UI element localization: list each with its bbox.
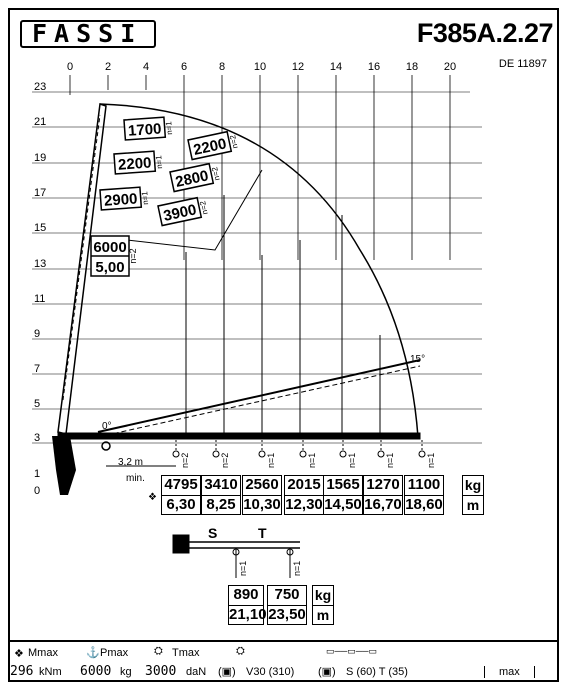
jib-load-1 <box>228 585 267 625</box>
boom-load-labels <box>100 117 240 226</box>
specs-footer <box>8 640 559 684</box>
hook-icon <box>259 451 265 457</box>
model-title: F385A.2.27 <box>416 18 553 48</box>
main-load-kg: 3410 <box>204 476 238 493</box>
jib-load-1-m: 21,10 <box>229 605 267 623</box>
jib-units <box>312 585 334 625</box>
y-tick-label: 1 <box>34 468 41 480</box>
near-load-m: 5,00 <box>95 259 125 276</box>
y-tick-label: 7 <box>34 363 41 375</box>
boom-load-value: 2900 <box>103 190 138 210</box>
hook-n-label: n=1 <box>307 452 317 468</box>
jib-load-2-kg: 750 <box>274 586 300 603</box>
x-tick-label: 8 <box>218 61 226 73</box>
y-tick-label: 13 <box>34 258 47 270</box>
x-tick-label: 18 <box>405 61 419 73</box>
angle-label-15: 15° <box>410 354 426 365</box>
near-load-box <box>91 236 138 276</box>
y-tick-label: 23 <box>34 81 47 93</box>
hook-icon <box>300 451 306 457</box>
x-tick-label: 6 <box>180 61 188 73</box>
winch-icon: ⛭ <box>236 645 245 657</box>
hook-n-label: n=1 <box>385 452 395 468</box>
jib-load-2-m: 23,50 <box>268 605 306 623</box>
hook-markers <box>173 440 436 468</box>
st-rating: S (60) T (35) <box>346 666 408 678</box>
main-load-m: 8,25 <box>202 495 240 515</box>
kg-weight-icon: (▣) <box>218 666 236 678</box>
hook-n-label: n=1 <box>347 452 357 468</box>
x-tick-label: 12 <box>291 61 305 73</box>
y-tick-label: 15 <box>34 222 47 234</box>
boom-load-4 <box>170 162 222 192</box>
main-load-cell <box>404 475 444 515</box>
main-load-kg: 4795 <box>164 476 198 493</box>
jib-n-1: n=1 <box>238 560 248 576</box>
y-tick-label: 21 <box>34 116 47 128</box>
x-axis-ticks <box>67 61 456 73</box>
boom-load-6 <box>158 196 210 226</box>
mmax-value: 296 <box>10 664 34 679</box>
jib-diagram <box>173 535 300 578</box>
x-tick-label: 14 <box>329 61 343 73</box>
tmax-label: Tmax <box>172 647 200 659</box>
jib-load-2 <box>267 585 307 625</box>
main-load-cell <box>161 475 201 515</box>
boom-load-1 <box>124 117 174 140</box>
pmax-value: 6000 <box>80 664 112 679</box>
y-tick-label: 0 <box>34 485 41 497</box>
mmax-unit: kNm <box>39 666 62 678</box>
hook-icon <box>378 451 384 457</box>
jib-s-label: S <box>208 525 218 541</box>
main-load-kg: 2015 <box>287 476 321 493</box>
hook-icon <box>213 451 219 457</box>
boom-load-n: n=1 <box>154 154 165 170</box>
pmax-unit: kg <box>120 666 132 678</box>
mmax-label: Mmax <box>28 647 58 659</box>
reach-min: min. <box>126 473 145 484</box>
v30-rating: V30 (310) <box>246 666 295 678</box>
max-outreach-label: max <box>484 666 535 678</box>
tmax-unit: daN <box>186 666 207 678</box>
x-tick-label: 20 <box>443 61 457 73</box>
boom-load-n: n=2 <box>198 200 210 216</box>
y-tick-label: 11 <box>34 293 46 305</box>
x-tick-label: 16 <box>367 61 381 73</box>
y-tick-label: 19 <box>34 152 47 164</box>
x-tick-label: 4 <box>142 61 150 73</box>
hook-icon <box>340 451 346 457</box>
main-load-cell <box>323 475 363 515</box>
main-load-cell <box>363 475 403 515</box>
x-tick-label: 10 <box>253 61 267 73</box>
boom-load-value: 3900 <box>161 201 199 225</box>
extension-icon: ▭──▭──▭ <box>326 646 378 656</box>
main-load-kg: 1100 <box>407 476 441 493</box>
reach-distance: 3,2 m <box>118 457 144 468</box>
main-load-m: 6,30 <box>162 495 200 515</box>
near-load-n: n=2 <box>128 248 138 264</box>
hook-n-label: n=2 <box>220 452 230 468</box>
pmax-icon: ⚓ <box>86 647 100 659</box>
main-load-m: 18,60 <box>405 495 443 513</box>
hook-n-label: n=1 <box>266 452 276 468</box>
main-load-cell <box>242 475 282 515</box>
tmax-icon: ⛭ <box>154 645 163 657</box>
boom-load-n: n=2 <box>228 134 240 150</box>
x-tick-label: 2 <box>104 61 112 73</box>
main-load-m: 16,70 <box>364 495 402 513</box>
y-tick-label: 3 <box>34 432 41 444</box>
hook-n-label: n=2 <box>180 452 190 468</box>
boom-load-n: n=1 <box>164 120 175 136</box>
boom-load-value: 2800 <box>173 167 211 191</box>
main-load-kg: 2560 <box>245 476 279 493</box>
unit-kg: kg <box>464 477 482 493</box>
boom-load-2 <box>188 130 240 160</box>
angle-label-0: 0° <box>102 421 112 432</box>
x-tick-label: 0 <box>66 61 74 73</box>
boom-load-value: 1700 <box>127 120 162 140</box>
hook-n-label: n=1 <box>426 452 436 468</box>
main-units <box>462 475 484 515</box>
hook-icon <box>173 451 179 457</box>
document-code: DE 11897 <box>498 58 547 70</box>
boom-load-n: n=1 <box>140 190 151 206</box>
boom-load-3 <box>114 151 164 174</box>
hook-icon <box>419 451 425 457</box>
y-tick-label: 17 <box>34 187 47 199</box>
main-load-kg: 1270 <box>366 476 400 493</box>
kg-weight-icon-2: (▣) <box>318 666 336 678</box>
main-load-m: 14,50 <box>324 495 362 513</box>
crane-base <box>52 436 110 495</box>
hook-drop-lines <box>186 195 380 437</box>
jib-unit-kg: kg <box>314 587 332 603</box>
main-load-kg: 1565 <box>326 476 360 493</box>
y-tick-label: 5 <box>34 398 41 410</box>
boom-load-value: 2200 <box>191 135 229 159</box>
y-tick-label: 9 <box>34 328 41 340</box>
main-load-m: 12,30 <box>285 495 323 513</box>
diamond-marker: ❖ <box>148 492 157 503</box>
pmax-label: Pmax <box>100 647 129 659</box>
main-load-m: 10,30 <box>243 495 281 513</box>
near-load-kg: 6000 <box>93 239 127 256</box>
y-axis-ticks <box>34 81 46 497</box>
jib-load-1-kg: 890 <box>233 586 259 603</box>
boom-load-n: n=2 <box>210 166 222 182</box>
mmax-icon: ❖ <box>14 648 24 660</box>
jib-t-label: T <box>258 525 267 541</box>
boom-load-5 <box>100 187 150 210</box>
main-load-cell <box>201 475 241 515</box>
tmax-value: 3000 <box>145 664 177 679</box>
main-load-cell <box>284 475 324 515</box>
jib-n-2: n=1 <box>292 560 302 576</box>
jib-unit-m: m <box>313 605 333 625</box>
horizontal-boom <box>58 360 420 439</box>
fassi-logo: FASSI <box>20 20 156 48</box>
unit-m: m <box>463 495 483 515</box>
boom-load-value: 2200 <box>117 154 152 174</box>
